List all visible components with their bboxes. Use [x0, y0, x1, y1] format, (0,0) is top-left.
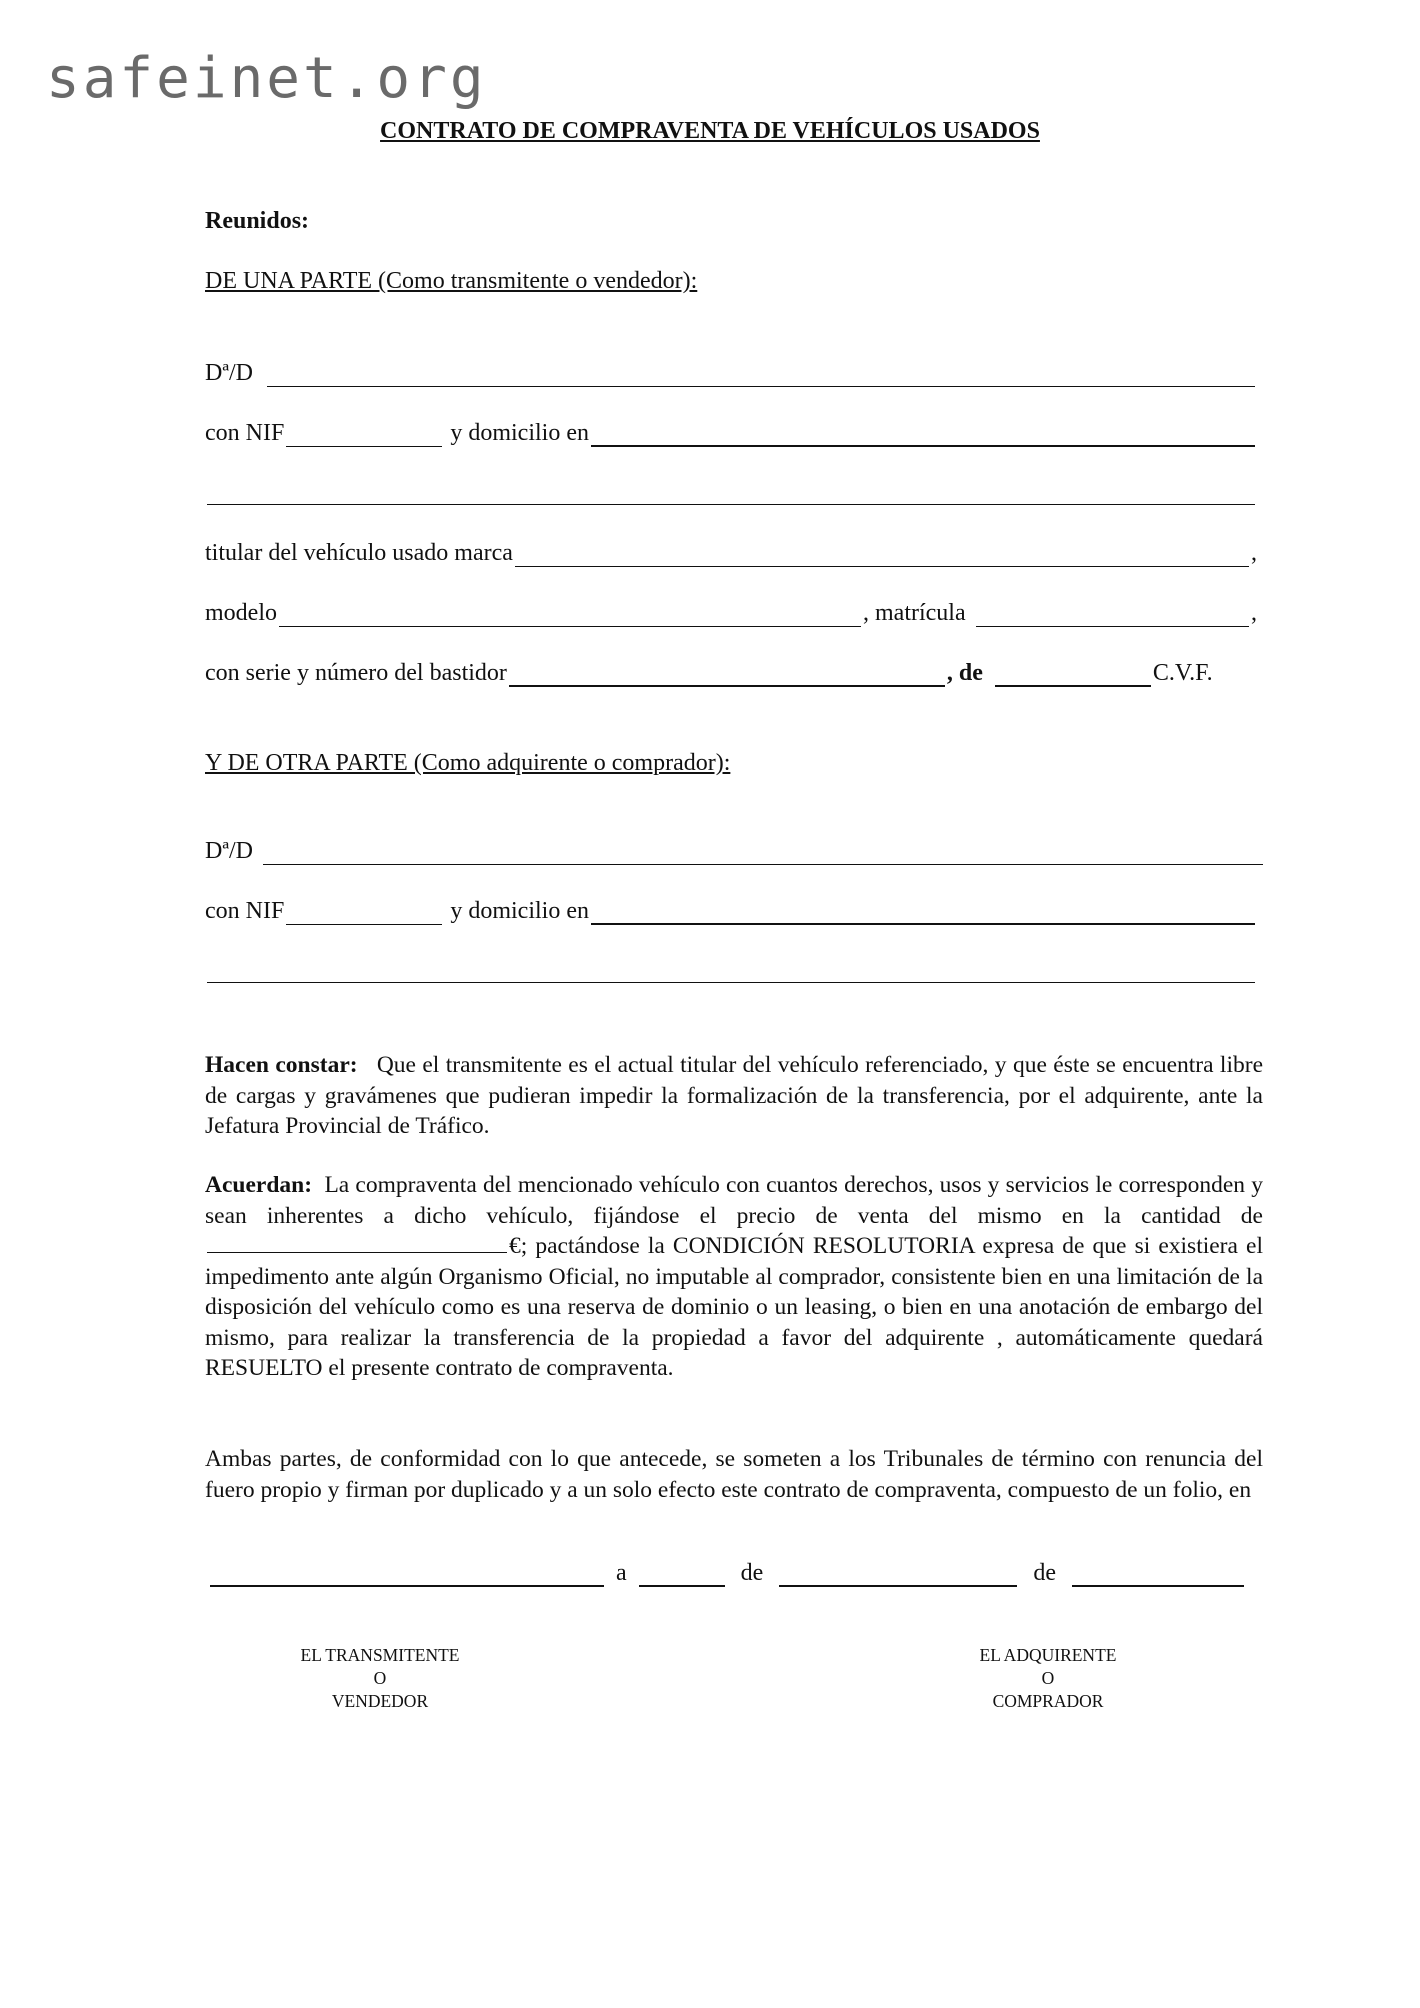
- seller-signature-line1: EL TRANSMITENTE: [300, 1645, 460, 1665]
- seller-heading: DE UNA PARTE (Como transmitente o vendedor):: [205, 268, 698, 294]
- buyer-domicilio-label: y domicilio en: [450, 898, 589, 924]
- seller-address-field[interactable]: [207, 482, 1255, 505]
- seller-nif-row: [205, 420, 1257, 447]
- month-field[interactable]: [779, 1563, 1017, 1587]
- bastidor-label: con serie y número del bastidor: [205, 660, 507, 686]
- matricula-field[interactable]: [976, 604, 1249, 627]
- buyer-address-field[interactable]: [207, 960, 1255, 983]
- ambas-partes-text: Ambas partes, de conformidad con lo que antecede, se someten a los Tribunales de término con renuncia del fuero propio y firman por duplicado y a un solo efecto este contrato de compraventa, compuesto de un folio, en: [205, 1446, 1263, 1503]
- buyer-nif-label: con NIF: [205, 898, 285, 924]
- hacen-constar-paragraph: [205, 1050, 1263, 1142]
- marca-comma: ,: [1251, 540, 1257, 566]
- seller-marca-row: [205, 540, 1257, 567]
- cvf-de-label: , de: [946, 660, 983, 686]
- acuerdan-text-after: €; pactándose la CONDICIÓN RESOLUTORIA expresa de que si existiera el impedimento ante algún Organismo Oficial, no imputable al comprador, consistente bien en una limitación de la disposición del vehículo como es una reserva de dominio o un leasing, o bien en una anotación de embargo del mismo, para realizar la transferencia de la propiedad a favor del adquirente , automáticamente quedará RESUELTO el presente contrato de compraventa.: [205, 1233, 1263, 1381]
- reunidos-heading: Reunidos:: [205, 208, 310, 234]
- marca-field[interactable]: [515, 544, 1249, 567]
- acuerdan-label: Acuerdan:: [205, 1172, 313, 1198]
- buyer-signature-line3: COMPRADOR: [992, 1691, 1104, 1711]
- buyer-signature-line1: EL ADQUIRENTE: [979, 1645, 1117, 1665]
- date-de2-label: de: [1033, 1560, 1056, 1586]
- buyer-name-field[interactable]: [263, 842, 1263, 865]
- seller-domicilio-field[interactable]: [591, 423, 1255, 447]
- document-title: CONTRATO DE COMPRAVENTA DE VEHÍCULOS USADOS: [380, 118, 1040, 144]
- modelo-field[interactable]: [279, 604, 861, 627]
- buyer-name-row: [205, 838, 1265, 865]
- seller-signature-line2: O: [373, 1668, 387, 1688]
- seller-nif-field[interactable]: [286, 424, 442, 447]
- watermark-text: safeinet.org: [46, 46, 487, 111]
- buyer-heading: Y DE OTRA PARTE (Como adquirente o comprador):: [205, 750, 731, 776]
- buyer-signature-line2: O: [1041, 1668, 1055, 1688]
- buyer-nif-field[interactable]: [286, 902, 442, 925]
- seller-signature-block: [270, 1644, 490, 1713]
- date-de1-label: de: [740, 1560, 764, 1586]
- buyer-address-row: [205, 960, 1257, 983]
- hacen-constar-text: Que el transmitente es el actual titular del vehículo referenciado, y que éste se encuentra libre de cargas y gravámenes que pudieran impedir la formalización de la transferencia, por el adquirente, ante la Jefatura Provincial de Tráfico.: [205, 1052, 1264, 1139]
- acuerdan-text-before: La compraventa del mencionado vehículo con cuantos derechos, usos y servicios le corresponden y sean inherentes a dicho vehículo, fijándose el precio de venta del mismo en la cantidad de: [205, 1172, 1263, 1229]
- hacen-constar-label: Hacen constar:: [205, 1052, 358, 1078]
- seller-name-row: [205, 360, 1257, 387]
- matricula-label: , matrícula: [863, 600, 966, 626]
- cvf-label: C.V.F.: [1152, 660, 1213, 686]
- seller-name-field[interactable]: [267, 364, 1255, 387]
- seller-nif-label: con NIF: [205, 420, 285, 446]
- buyer-name-label: Dª/D: [205, 838, 253, 864]
- seller-modelo-row: [205, 600, 1257, 627]
- acuerdan-paragraph: [205, 1170, 1263, 1384]
- bastidor-field[interactable]: [509, 663, 945, 687]
- seller-bastidor-row: [205, 660, 1257, 687]
- seller-signature-line3: VENDEDOR: [331, 1691, 429, 1711]
- seller-name-label: Dª/D: [205, 360, 253, 386]
- date-place-row: [208, 1560, 1260, 1587]
- year-field[interactable]: [1072, 1563, 1244, 1587]
- marca-label: titular del vehículo usado marca: [205, 540, 513, 566]
- day-field[interactable]: [639, 1563, 725, 1587]
- buyer-domicilio-field[interactable]: [591, 901, 1255, 925]
- price-field[interactable]: [207, 1234, 507, 1253]
- buyer-nif-row: [205, 898, 1257, 925]
- cvf-field[interactable]: [995, 663, 1151, 687]
- seller-domicilio-label: y domicilio en: [450, 420, 589, 446]
- buyer-signature-block: [938, 1644, 1158, 1713]
- place-field[interactable]: [210, 1563, 604, 1587]
- matricula-comma: ,: [1251, 600, 1257, 626]
- seller-address-row: [205, 482, 1257, 505]
- ambas-partes-paragraph: [205, 1444, 1263, 1505]
- modelo-label: modelo: [205, 600, 277, 626]
- date-a-label: a: [616, 1560, 627, 1586]
